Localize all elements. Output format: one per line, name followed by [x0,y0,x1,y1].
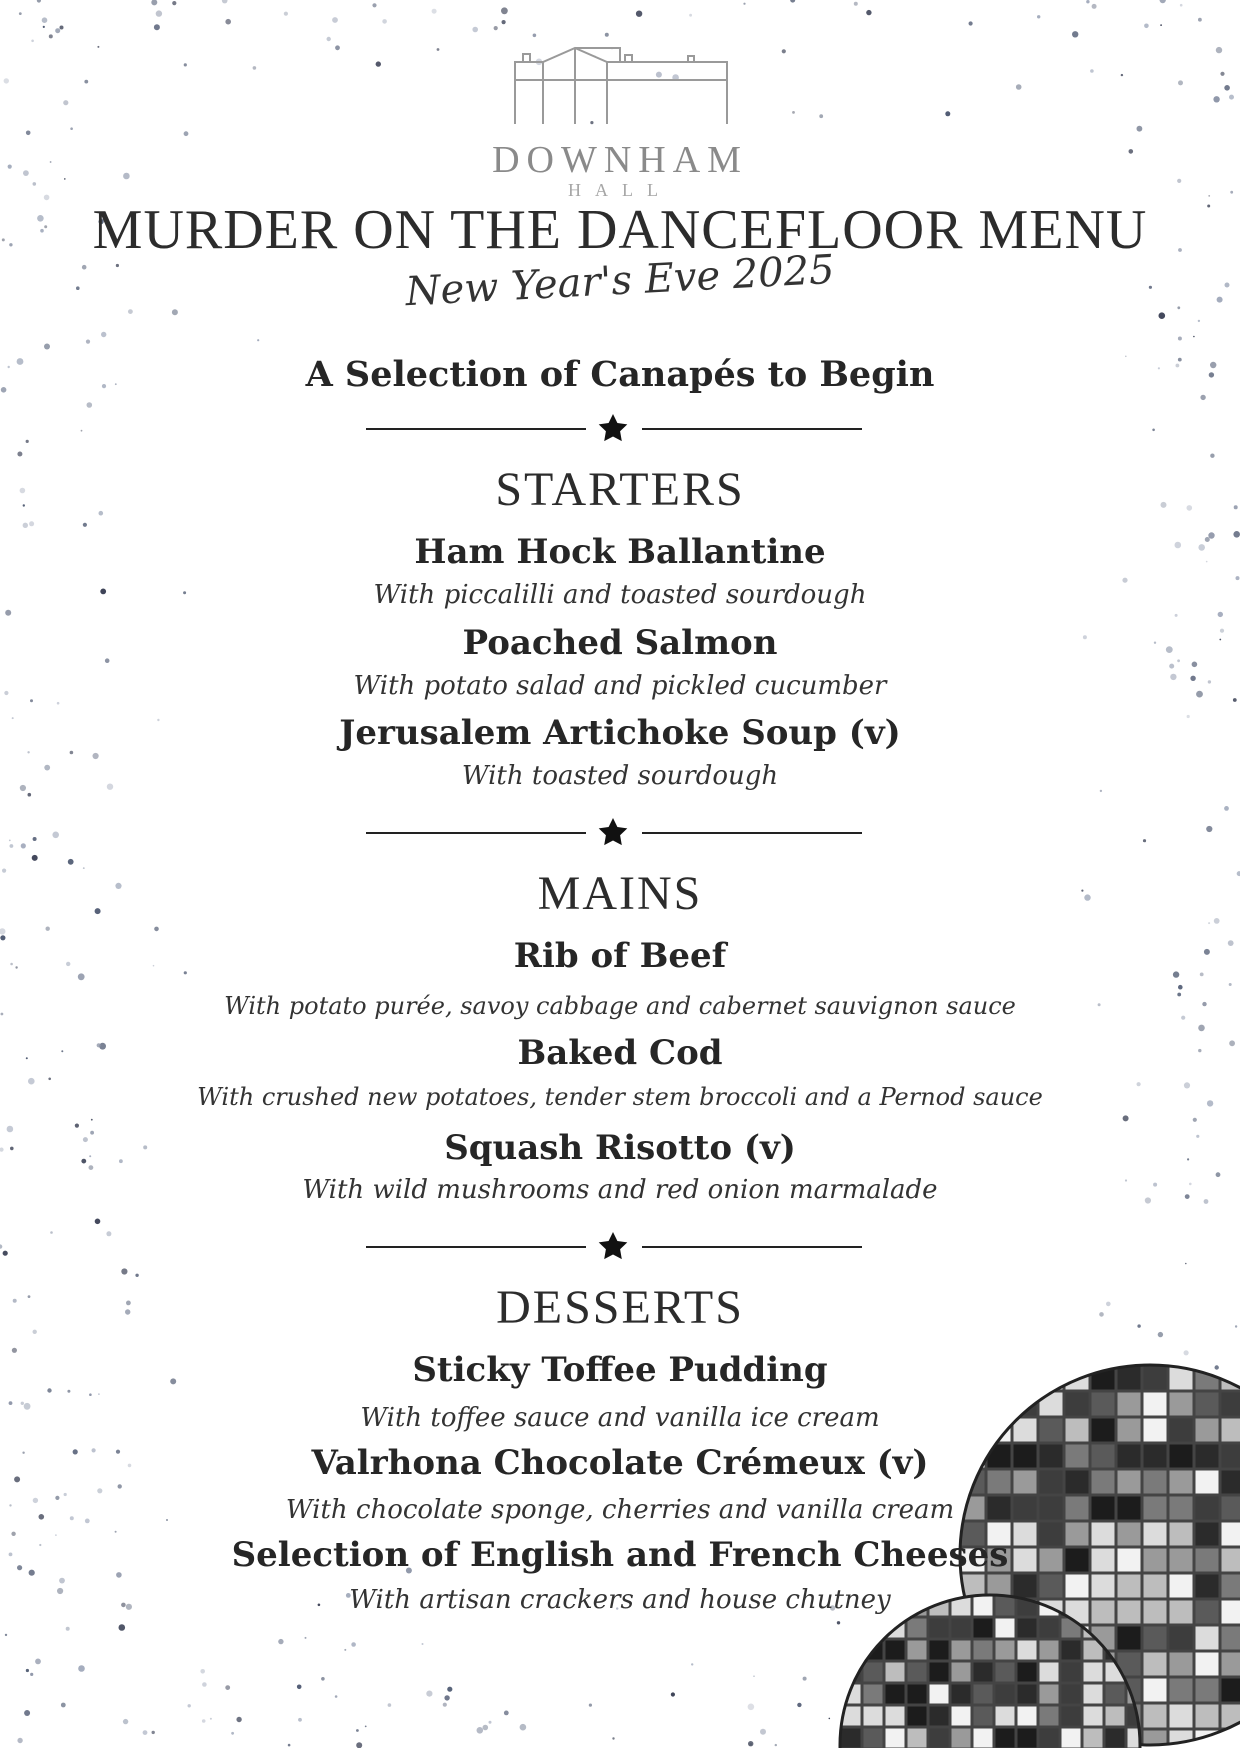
dish-description: With potato purée, savoy cabbage and cabernet sauvignon sauce [224,992,1016,1020]
building-outline-icon [515,48,727,124]
dish-name: Rib of Beef [513,936,727,976]
star-icon [599,818,628,845]
dish-description: With crushed new potatoes, tender stem broccoli and a Pernod sauce [197,1083,1043,1111]
venue-logo-subtitle: HALL [568,180,672,200]
dish-name: Jerusalem Artichoke Soup (v) [339,713,901,753]
dish-description: With toffee sauce and vanilla ice cream [360,1403,880,1433]
dish-description: With artisan crackers and house chutney [349,1585,891,1615]
canapes-line: A Selection of Canapés to Begin [305,354,935,395]
venue-logo-name: DOWNHAM [492,139,748,181]
dish-name: Poached Salmon [462,623,778,663]
dish-description: With piccalilli and toasted sourdough [373,580,867,610]
dish-description: With toasted sourdough [461,761,779,791]
section-heading-desserts: DESSERTS [496,1281,744,1334]
dish-description: With wild mushrooms and red onion marmalade [302,1175,938,1205]
section-heading-starters: STARTERS [495,463,745,516]
dish-name: Sticky Toffee Pudding [412,1350,828,1390]
menu-title: MURDER ON THE DANCEFLOOR MENU [92,199,1148,261]
star-icon [599,1232,628,1259]
dish-description: With chocolate sponge, cherries and vanilla cream [285,1495,955,1525]
dish-name: Squash Risotto (v) [444,1128,796,1168]
dish-name: Valrhona Chocolate Crémeux (v) [311,1443,929,1483]
star-icon [599,414,628,441]
dish-name: Ham Hock Ballantine [414,532,826,572]
dish-description: With potato salad and pickled cucumber [353,671,887,701]
menu-subtitle: New Year's Eve 2025 [404,246,836,316]
section-heading-mains: MAINS [537,867,703,920]
dish-name: Selection of English and French Cheeses [231,1535,1009,1575]
dish-name: Baked Cod [517,1033,723,1073]
